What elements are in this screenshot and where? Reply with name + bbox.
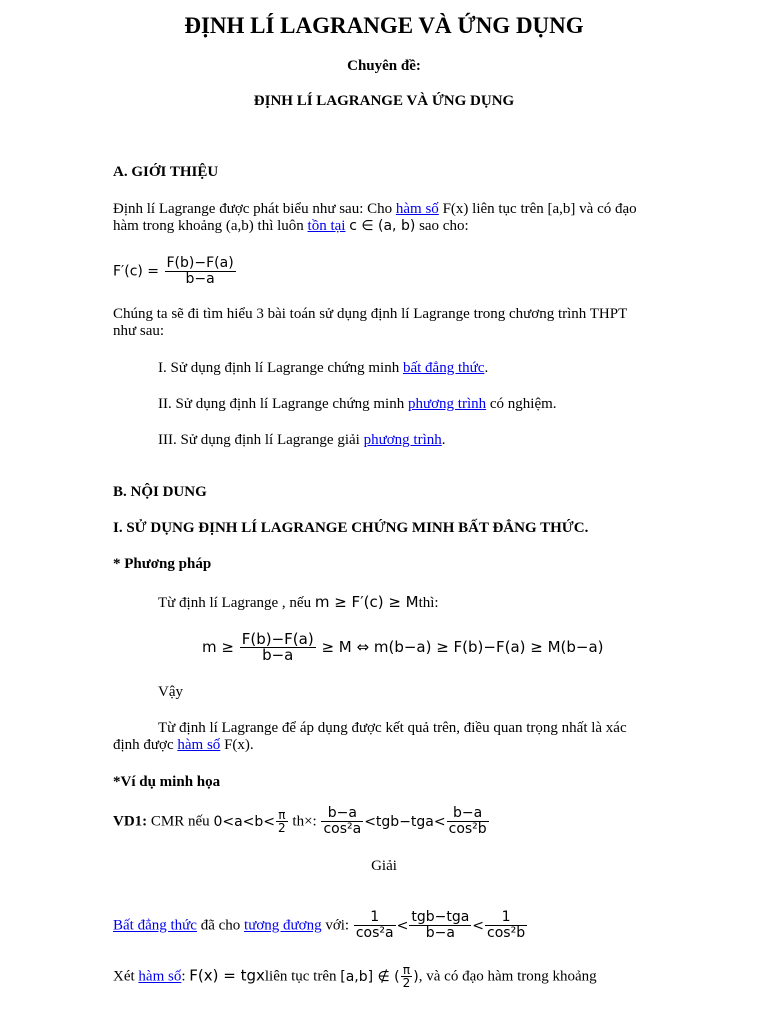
link-bat-dang-thuc[interactable]: bất đẳng thức — [402, 360, 485, 376]
vd1-frac2-den: cos²b — [448, 821, 487, 837]
method-text-1: Từ định lí Lagrange , nếu — [158, 595, 315, 611]
consider-function — [113, 964, 673, 989]
p4-frac-1 — [354, 910, 396, 941]
p5-text-3: , và có đạo hàm trong khoảng — [418, 968, 597, 985]
link-ham-so-2[interactable]: hàm số — [177, 737, 221, 753]
interval-pi-over-2 — [401, 964, 413, 989]
list-item-1 — [158, 360, 638, 377]
intro-text-1: Định lí Lagrange được phát biểu như sau: Cho — [113, 201, 396, 217]
lagrange-formula — [113, 256, 643, 287]
equivalent-inequality — [113, 910, 673, 941]
intro-paragraph-2: Chúng ta sẽ đi tìm hiểu 3 bài toán sử dụng định lí Lagrange trong chương trình THPT như sau: — [113, 306, 627, 339]
p5-text-1: Xét — [113, 968, 139, 985]
topic-label: Chuyên đề: — [347, 58, 421, 74]
method-label: * Phương pháp — [113, 556, 212, 572]
link-phuong-trinh-2[interactable]: phương trình — [363, 432, 442, 448]
p4-frac-3 — [485, 910, 527, 941]
math-c-in-ab: c ∈ (a, b) — [349, 218, 416, 234]
link-phuong-trinh[interactable]: phương trình — [407, 396, 487, 412]
p3-text-1: Từ định lí Lagrange để áp dụng được kết quả trên, điều quan trọng nhất là xác định được — [113, 720, 627, 753]
vd1-frac2-num: b−a — [447, 806, 489, 822]
formula-denominator: b−a — [185, 271, 215, 287]
vd1-inequality — [320, 805, 489, 837]
list-item-text: III. Sử dụng định lí Lagrange giải — [158, 432, 364, 448]
example-label: *Ví dụ minh họa — [113, 774, 221, 790]
link-bat-dang-thuc-2[interactable]: Bất đẳng thức — [113, 917, 197, 934]
p4-frac1-den: cos²a — [355, 925, 394, 941]
p4-frac3-den: cos²b — [487, 925, 526, 941]
math-f-tgx: F(x) = tgx — [189, 966, 265, 985]
link-tuong-duong[interactable]: tương đương — [244, 917, 322, 934]
vd1-statement — [113, 806, 673, 837]
p5-text-2: liên tục trên — [264, 968, 341, 985]
p4-frac2-num: tgb−tga — [411, 909, 470, 925]
section-b-subheading: I. SỬ DỤNG ĐỊNH LÍ LAGRANGE CHỨNG MINH BẤT ĐẲNG THỨC. — [113, 520, 589, 536]
list-item-text: II. Sử dụng định lí Lagrange chứng minh — [158, 396, 408, 412]
list-item-text: I. Sử dụng định lí Lagrange chứng minh — [158, 360, 403, 376]
two: 2 — [278, 821, 286, 835]
formula-lhs: F′(c) = — [113, 263, 160, 280]
section-b-heading: B. NỘI DUNG — [113, 484, 207, 500]
p4-text-1: đã cho — [196, 917, 245, 934]
inequality-formula — [202, 632, 622, 663]
eq-fraction — [240, 632, 316, 663]
eq-denominator: b−a — [262, 646, 294, 664]
list-item-after: có nghiệm. — [486, 396, 557, 412]
list-item-3 — [158, 432, 638, 449]
method-paragraph — [158, 594, 638, 612]
math-interval — [340, 963, 419, 990]
eq-rest: ≥ M ⇔ m(b−a) ≥ F(b)−F(a) ≥ M(b−a) — [321, 638, 604, 656]
interval-text: [a,b] ∉ ( — [340, 968, 400, 985]
p4-frac3-num: 1 — [485, 910, 527, 926]
pi-over-2 — [276, 809, 288, 834]
vd1-frac1-num: b−a — [321, 806, 363, 822]
method-paragraph-2 — [113, 720, 643, 754]
vd1-label: VD1: — [113, 813, 148, 830]
link-ton-tai[interactable]: tồn tại — [307, 218, 346, 234]
interval-close: ) — [413, 968, 419, 985]
vd1-frac-1 — [321, 806, 363, 837]
p4-text-2: với: — [321, 917, 353, 934]
vd1-text: CMR nếu — [147, 813, 214, 830]
intro-text-2: F(x) liên tục trên [a,b] và có đạo hàm trong khoảng (a,b) thì luôn — [113, 201, 637, 234]
p4-lt-1: < — [396, 917, 409, 934]
formula-fraction — [165, 256, 236, 287]
interval-pi: π — [401, 964, 413, 977]
eq-numerator: F(b)−F(a) — [241, 630, 314, 648]
vd1-frac1-den: cos²a — [323, 821, 362, 837]
page-title: ĐỊNH LÍ LAGRANGE VÀ ỨNG DỤNG — [184, 13, 584, 38]
p5-colon: : — [181, 968, 190, 985]
link-ham-so-3[interactable]: hàm số — [138, 968, 182, 985]
eq-m: m ≥ — [202, 638, 234, 656]
link-ham-so[interactable]: hàm số — [395, 201, 439, 217]
vay-text: Vậy — [158, 684, 183, 700]
intro-text-3: sao cho: — [415, 218, 469, 234]
math-m-bound: m ≥ F′(c) ≥ M — [314, 593, 419, 611]
interval-two: 2 — [402, 976, 411, 990]
topic-title: ĐỊNH LÍ LAGRANGE VÀ ỨNG DỤNG — [253, 93, 515, 109]
p4-lt-2: < — [472, 917, 485, 934]
intro-paragraph — [113, 201, 643, 235]
vd1-middle: <tgb−tga< — [364, 813, 446, 830]
vd1-frac-2 — [447, 806, 489, 837]
list-item-2 — [158, 396, 638, 413]
pi: π — [276, 809, 288, 822]
solution-label: Giải — [371, 858, 397, 874]
vd1-condition — [213, 808, 288, 835]
list-item-after: . — [441, 432, 446, 448]
p3-text-2: F(x). — [220, 737, 254, 753]
method-text-2: thì: — [418, 595, 439, 611]
p4-inequality — [353, 909, 528, 941]
vd1-cond-a: 0<a<b< — [213, 813, 276, 830]
formula-numerator: F(b)−F(a) — [166, 255, 234, 271]
vd1-th: th×: — [288, 813, 321, 830]
p4-frac2-den: b−a — [425, 925, 455, 941]
p4-frac-2 — [409, 910, 471, 941]
p4-frac1-num: 1 — [354, 910, 396, 926]
section-a-heading: A. GIỚI THIỆU — [113, 164, 219, 180]
list-item-after: . — [484, 360, 489, 376]
